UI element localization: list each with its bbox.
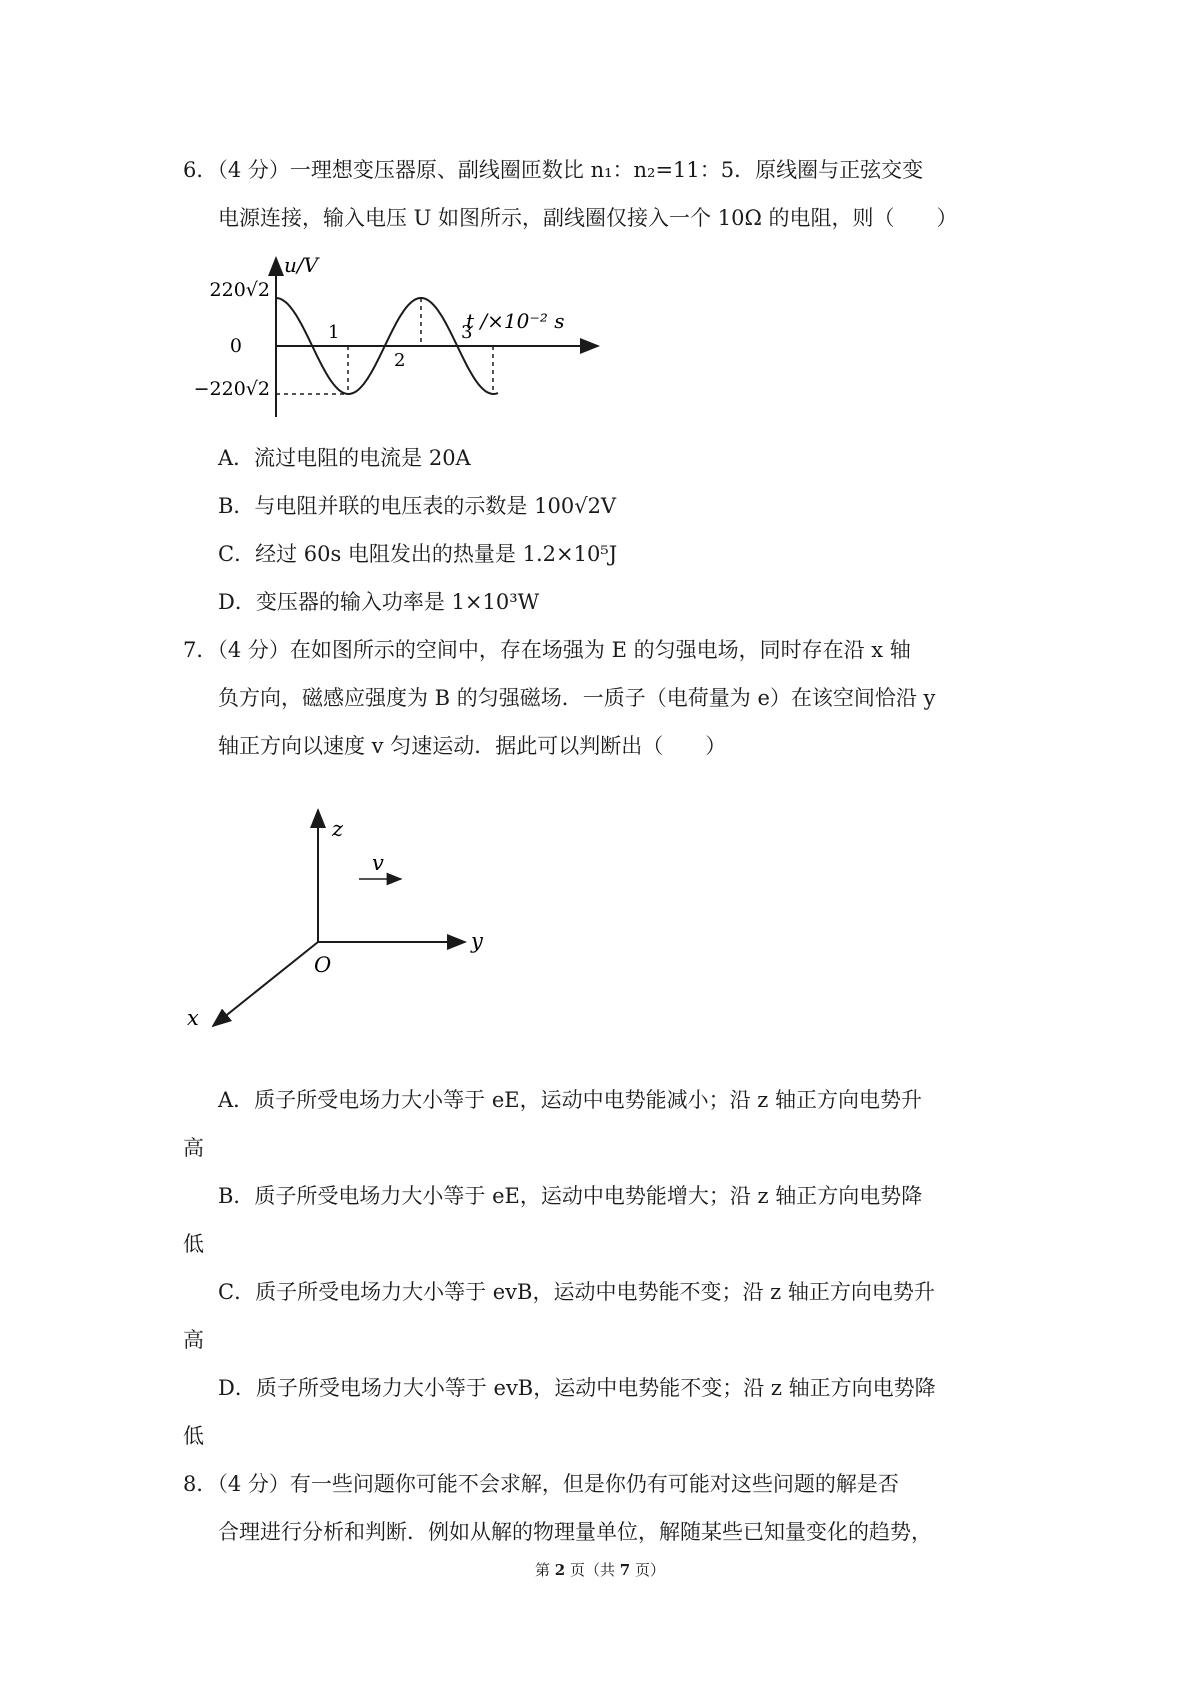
q6-option-d: D．变压器的输入功率是 1×10³W [218,590,540,614]
q7-stem-line-1: 7．（4 分）在如图所示的空间中，存在场强为 E 的匀强电场，同时存在沿 x 轴 [183,638,911,662]
q7-stem-line-2: 负方向，磁感应强度为 B 的匀强磁场．一质子（电荷量为 e）在该空间恰沿 y [218,686,936,710]
q6-option-b: B．与电阻并联的电压表的示数是 100√2V [218,494,617,518]
voltage-time-graph [180,252,620,422]
y-top-label: 220√2 [209,279,270,301]
x-axis [213,942,318,1026]
q6-stem-line-1: 6．（4 分）一理想变压器原、副线圈匝数比 n₁：n₂=11：5．原线圈与正弦交变 [183,158,924,182]
q8-stem-line-1: 8．（4 分）有一些问题你可能不会求解，但是你仍有可能对这些问题的解是否 [183,1472,899,1496]
q6-option-c: C．经过 60s 电阻发出的热量是 1.2×10⁵J [218,542,618,566]
footer-middle: 页（共 [565,1561,620,1579]
velocity-label: v [372,851,384,875]
q7-option-a-wrap: 高 [183,1136,204,1160]
q7-option-c: C．质子所受电场力大小等于 evB，运动中电势能不变；沿 z 轴正方向电势升 [218,1280,935,1304]
coordinate-axes-diagram [175,800,515,1040]
footer-page-number: 2 [554,1561,566,1579]
footer-suffix: 页） [630,1561,665,1579]
q7-option-d-wrap: 低 [183,1424,204,1448]
z-axis-label: z [332,817,344,841]
u-axis-label: u/V [284,253,319,277]
t-axis-label: t /×10⁻² s [466,309,565,333]
tick-2-label: 2 [394,350,406,371]
q7-option-a: A．质子所受电场力大小等于 eE，运动中电势能减小；沿 z 轴正方向电势升 [218,1088,923,1112]
page-footer [0,1560,1200,1580]
y-zero-label: 0 [229,335,242,357]
q6-stem-line-2: 电源连接，输入电压 U 如图所示，副线圈仅接入一个 10Ω 的电阻，则（ ） [218,206,958,230]
q7-option-c-wrap: 高 [183,1328,204,1352]
q8-stem-line-2: 合理进行分析和判断．例如从解的物理量单位，解随某些已知量变化的趋势， [218,1520,932,1544]
q6-option-a: A．流过电阻的电流是 20A [218,446,471,470]
q7-option-b-wrap: 低 [183,1232,204,1256]
tick-3-label: 3 [461,322,473,343]
origin-label: O [314,953,332,977]
tick-1-label: 1 [328,322,340,343]
footer-total-pages: 7 [619,1561,631,1579]
y-axis-label: y [471,929,483,953]
q7-option-b: B．质子所受电场力大小等于 eE，运动中电势能增大；沿 z 轴正方向电势降 [218,1184,923,1208]
q7-stem-line-3: 轴正方向以速度 v 匀速运动．据此可以判断出（ ） [218,734,727,758]
y-bottom-label: −220√2 [193,378,270,400]
footer-prefix: 第 [535,1561,555,1579]
x-axis-label: x [187,1006,199,1030]
q7-option-d: D．质子所受电场力大小等于 evB，运动中电势能不变；沿 z 轴正方向电势降 [218,1376,936,1400]
